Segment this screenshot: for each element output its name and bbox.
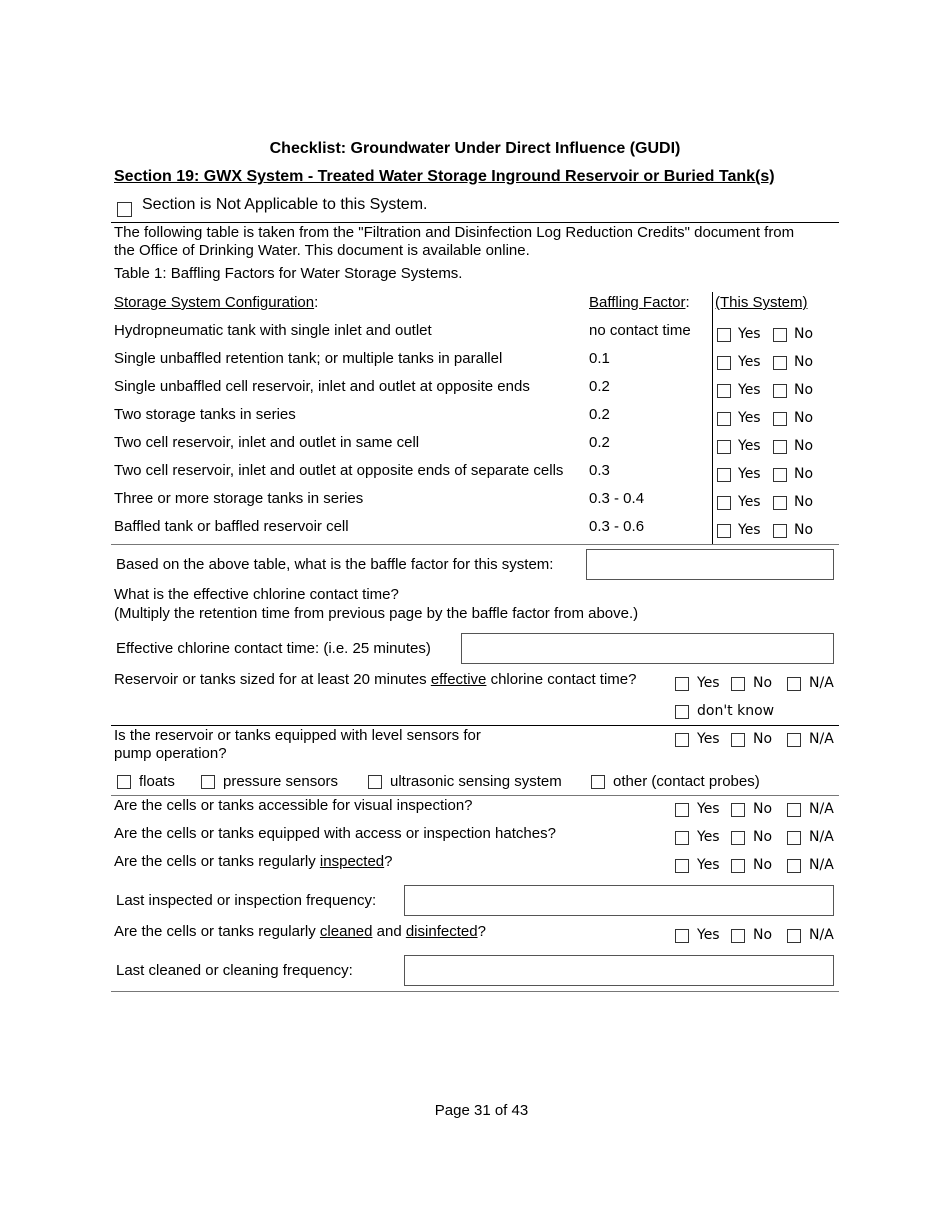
no-checkbox[interactable] (773, 356, 787, 370)
last-inspected-input[interactable] (404, 885, 834, 916)
col-header-system: (This System) (715, 294, 808, 311)
table-row-config: Two cell reservoir, inlet and outlet at opposite ends of separate cells (114, 462, 564, 479)
na-checkbox[interactable] (787, 677, 801, 691)
table-row-config: Hydropneumatic tank with single inlet and outlet (114, 322, 432, 339)
no-checkbox[interactable] (773, 524, 787, 538)
level-sensors-question-cont: pump operation? (114, 745, 227, 762)
yes-label: Yes (738, 354, 761, 370)
no-label: No (753, 675, 773, 691)
table-row-factor: 0.3 - 0.6 (589, 518, 645, 535)
last-inspected-label: Last inspected or inspection frequency: (116, 892, 377, 909)
other-probes-checkbox[interactable] (591, 775, 605, 789)
yes-label: Yes (738, 326, 761, 342)
no-label: No (794, 522, 814, 538)
intro-line-2: the Office of Drinking Water. This document is available online. (114, 242, 530, 259)
no-checkbox[interactable] (773, 384, 787, 398)
page-number: Page 31 of 43 (434, 1102, 529, 1119)
na-label: N/A (809, 829, 834, 845)
divider (111, 222, 839, 223)
no-label: No (794, 494, 814, 510)
last-cleaned-input[interactable] (404, 955, 834, 986)
no-label: No (794, 326, 814, 342)
table-row-factor: 0.2 (589, 434, 610, 451)
floats-label: floats (139, 773, 175, 790)
yes-checkbox[interactable] (717, 468, 731, 482)
na-label: N/A (809, 801, 834, 817)
no-checkbox[interactable] (731, 831, 745, 845)
table-row-config: Single unbaffled cell reservoir, inlet and outlet at opposite ends (114, 378, 530, 395)
no-checkbox[interactable] (731, 929, 745, 943)
pressure-sensors-checkbox[interactable] (201, 775, 215, 789)
no-label: No (794, 410, 814, 426)
table-row-factor: 0.2 (589, 378, 610, 395)
yes-checkbox[interactable] (717, 412, 731, 426)
yes-checkbox[interactable] (675, 677, 689, 691)
table-row-factor: 0.2 (589, 406, 610, 423)
effective-time-label: Effective chlorine contact time: (i.e. 25 minutes) (116, 640, 431, 657)
divider (111, 991, 839, 992)
table-row-factor: 0.3 - 0.4 (589, 490, 645, 507)
no-label: No (794, 382, 814, 398)
no-label: No (753, 829, 773, 845)
floats-checkbox[interactable] (117, 775, 131, 789)
yes-checkbox[interactable] (675, 929, 689, 943)
yes-checkbox[interactable] (717, 328, 731, 342)
na-checkbox[interactable] (787, 803, 801, 817)
no-label: No (753, 731, 773, 747)
na-label: N/A (809, 927, 834, 943)
yes-label: Yes (697, 801, 720, 817)
yes-label: Yes (697, 857, 720, 873)
no-checkbox[interactable] (773, 440, 787, 454)
no-checkbox[interactable] (773, 468, 787, 482)
not-applicable-checkbox[interactable] (117, 202, 132, 217)
yes-checkbox[interactable] (717, 384, 731, 398)
section-heading: Section 19: GWX System - Treated Water Storage Inground Reservoir or Buried Tank(s) (114, 168, 775, 185)
table-caption: Table 1: Baffling Factors for Water Storage Systems. (114, 265, 463, 282)
table-column-divider (712, 292, 713, 544)
col-header-config: Storage System Configuration: (114, 294, 319, 311)
ultrasonic-label: ultrasonic sensing system (390, 773, 562, 790)
table-row-factor: 0.3 (589, 462, 610, 479)
table-row-config: Three or more storage tanks in series (114, 490, 364, 507)
na-checkbox[interactable] (787, 929, 801, 943)
last-cleaned-label: Last cleaned or cleaning frequency: (116, 962, 353, 979)
effective-time-question: What is the effective chlorine contact time? (114, 586, 399, 603)
effective-time-input[interactable] (461, 633, 834, 664)
no-label: No (794, 438, 814, 454)
table-row-config: Baffled tank or baffled reservoir cell (114, 518, 349, 535)
dont-know-checkbox[interactable] (675, 705, 689, 719)
no-checkbox[interactable] (731, 859, 745, 873)
yes-label: Yes (738, 494, 761, 510)
na-label: N/A (809, 675, 834, 691)
yes-checkbox[interactable] (717, 496, 731, 510)
yes-label: Yes (738, 382, 761, 398)
col-header-factor: Baffling Factor: (589, 294, 690, 311)
yes-label: Yes (697, 927, 720, 943)
cleaned-question: Are the cells or tanks regularly cleaned and disinfected? (114, 923, 486, 940)
yes-checkbox[interactable] (717, 524, 731, 538)
yes-checkbox[interactable] (675, 733, 689, 747)
table-row-config: Two cell reservoir, inlet and outlet in same cell (114, 434, 420, 451)
yes-label: Yes (738, 522, 761, 538)
divider (111, 725, 839, 726)
yes-checkbox[interactable] (675, 831, 689, 845)
pressure-sensors-label: pressure sensors (223, 773, 339, 790)
level-sensors-question: Is the reservoir or tanks equipped with level sensors for (114, 727, 481, 744)
divider (111, 544, 839, 545)
ultrasonic-checkbox[interactable] (368, 775, 382, 789)
no-label: No (753, 801, 773, 817)
yes-label: Yes (738, 438, 761, 454)
table-row-config: Two storage tanks in series (114, 406, 296, 423)
yes-label: Yes (697, 829, 720, 845)
na-checkbox[interactable] (787, 859, 801, 873)
hatches-question: Are the cells or tanks equipped with access or inspection hatches? (114, 825, 556, 842)
no-checkbox[interactable] (773, 496, 787, 510)
na-checkbox[interactable] (787, 831, 801, 845)
accessible-question: Are the cells or tanks accessible for visual inspection? (114, 797, 473, 814)
no-checkbox[interactable] (773, 328, 787, 342)
baffle-factor-question: Based on the above table, what is the baffle factor for this system: (116, 556, 554, 573)
no-checkbox[interactable] (773, 412, 787, 426)
no-label: No (794, 354, 814, 370)
yes-checkbox[interactable] (717, 356, 731, 370)
yes-label: Yes (697, 675, 720, 691)
yes-label: Yes (697, 731, 720, 747)
table-row-config: Single unbaffled retention tank; or multiple tanks in parallel (114, 350, 503, 367)
yes-label: Yes (738, 410, 761, 426)
no-label: No (753, 927, 773, 943)
not-applicable-label: Section is Not Applicable to this System. (142, 196, 428, 213)
dont-know-label: don't know (697, 703, 775, 719)
table-row-factor: 0.1 (589, 350, 610, 367)
table-row-factor: no contact time (589, 322, 691, 339)
baffle-factor-input[interactable] (586, 549, 834, 580)
other-probes-label: other (contact probes) (613, 773, 760, 790)
no-checkbox[interactable] (731, 733, 745, 747)
divider (111, 795, 839, 796)
intro-line-1: The following table is taken from the "Filtration and Disinfection Log Reduction Credits" document from (114, 224, 795, 241)
no-checkbox[interactable] (731, 677, 745, 691)
sized-question: Reservoir or tanks sized for at least 20 minutes effective chlorine contact time? (114, 671, 637, 688)
no-label: No (794, 466, 814, 482)
yes-checkbox[interactable] (717, 440, 731, 454)
na-checkbox[interactable] (787, 733, 801, 747)
no-checkbox[interactable] (731, 803, 745, 817)
inspected-question: Are the cells or tanks regularly inspected? (114, 853, 393, 870)
na-label: N/A (809, 857, 834, 873)
yes-checkbox[interactable] (675, 803, 689, 817)
yes-checkbox[interactable] (675, 859, 689, 873)
no-label: No (753, 857, 773, 873)
yes-label: Yes (738, 466, 761, 482)
na-label: N/A (809, 731, 834, 747)
effective-time-instructions: (Multiply the retention time from previous page by the baffle factor from above.) (114, 605, 639, 622)
page-title: Checklist: Groundwater Under Direct Influence (GUDI) (269, 140, 681, 157)
